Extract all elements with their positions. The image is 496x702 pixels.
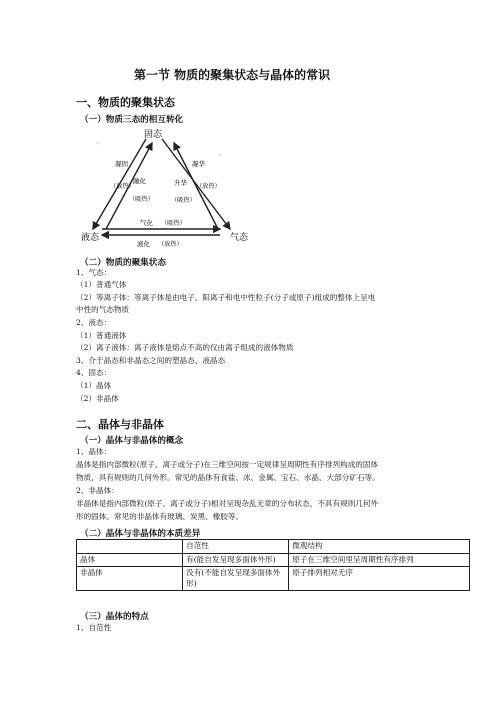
table-cell: 没有(不能自发呈现多面体外形) [183, 567, 289, 591]
subheading-essential-difference: （二）晶体与非晶体的本质差异 [80, 529, 201, 539]
subheading-three-states: （一）物质三态的相互转化 [80, 115, 184, 125]
label-vaporize-heat: （吸热） [161, 220, 186, 227]
text-line: （1）晶体 [76, 381, 112, 390]
text-line: 1、气态： [76, 268, 112, 277]
text-line: （1）普通液体 [76, 331, 127, 340]
difference-table [76, 539, 470, 591]
table-cell [77, 540, 183, 554]
label-condense: 液化 [137, 240, 150, 247]
text-line: 中性的气态物质 [76, 305, 130, 314]
text-line: （2）非晶体 [76, 394, 119, 403]
label-deposition: 凝华 [192, 160, 205, 168]
text-line: 晶体是指内部微粒(原子、离子或分子)在三维空间按一定规律呈周期性有序排列构成的固体 [76, 460, 379, 469]
label-gas: 气态 [230, 233, 249, 243]
label-liquid: 液态 [81, 233, 100, 243]
label-freeze: 凝固 [115, 160, 128, 168]
text-line: 1、自范性 [76, 623, 112, 632]
subheading-aggregation-states: （二）物质的聚集状态 [80, 258, 166, 268]
table-cell: 非晶体 [77, 567, 183, 591]
section-heading-2: 二、晶体与非晶体 [76, 418, 164, 431]
table-cell: 有(能自发呈现多面体外形) [183, 553, 289, 567]
table-row [77, 553, 470, 567]
label-deposition-heat: （放热） [196, 183, 221, 190]
text-line: 2、液态： [76, 318, 112, 327]
text-line: 形的固体。常见的非晶体有玻璃、炭黑、橡胶等。 [76, 512, 244, 521]
label-melt: 融化 [133, 177, 146, 185]
table-cell: 原子在三维空间里呈周期性有序排列 [289, 553, 470, 567]
table-cell: 微观结构 [289, 540, 470, 554]
label-sublimation-heat: （吸热） [171, 197, 196, 204]
label-sublimation: 升华 [174, 179, 187, 187]
table-cell: 原子排列相对无序 [289, 567, 470, 591]
text-line: 3、介于晶态和非晶态之间的塑晶态、液晶态 [76, 356, 226, 365]
page-title: 第一节 物质的聚集状态与晶体的常识 [134, 68, 331, 82]
label-vaporize: 气化 [140, 219, 153, 227]
text-line: 物质，具有规则的几何外形。常见的晶体有食盐、冰、金属、宝石、水晶、大部分矿石等。 [76, 473, 380, 482]
table-cell: 晶体 [77, 553, 183, 567]
table-header-row [77, 540, 470, 554]
text-line: （2）离子液体：离子液体是熔点不高的仅由离子组成的液体物质 [76, 343, 294, 352]
text-line: 1、晶体： [76, 447, 112, 456]
text-line: （1）普通气体 [76, 280, 127, 289]
phase-transition-diagram [80, 125, 250, 247]
table-cell: 自范性 [183, 540, 289, 554]
subheading-crystal-concepts: （一）晶体与非晶体的概念 [80, 436, 184, 446]
label-freeze-heat: （放热） [110, 183, 135, 190]
section-heading-1: 一、物质的聚集状态 [76, 96, 175, 109]
table-row [77, 567, 470, 591]
label-solid: 固态 [143, 130, 163, 140]
text-line: 4、固态： [76, 368, 112, 377]
subheading-crystal-features: （三）晶体的特点 [80, 612, 149, 622]
label-condense-heat: （放热） [158, 241, 183, 247]
text-line: 2、非晶体： [76, 486, 119, 495]
text-line: 非晶体是指内部微粒(原子、离子或分子)相对呈现杂乱无章的分布状态，不具有规则几何外 [76, 499, 379, 508]
text-line: （2）等离子体：等离子体是由电子、阳离子和电中性粒子(分子或原子)组成的整体上呈电 [76, 293, 376, 302]
label-melt-heat: （吸热） [129, 196, 154, 203]
